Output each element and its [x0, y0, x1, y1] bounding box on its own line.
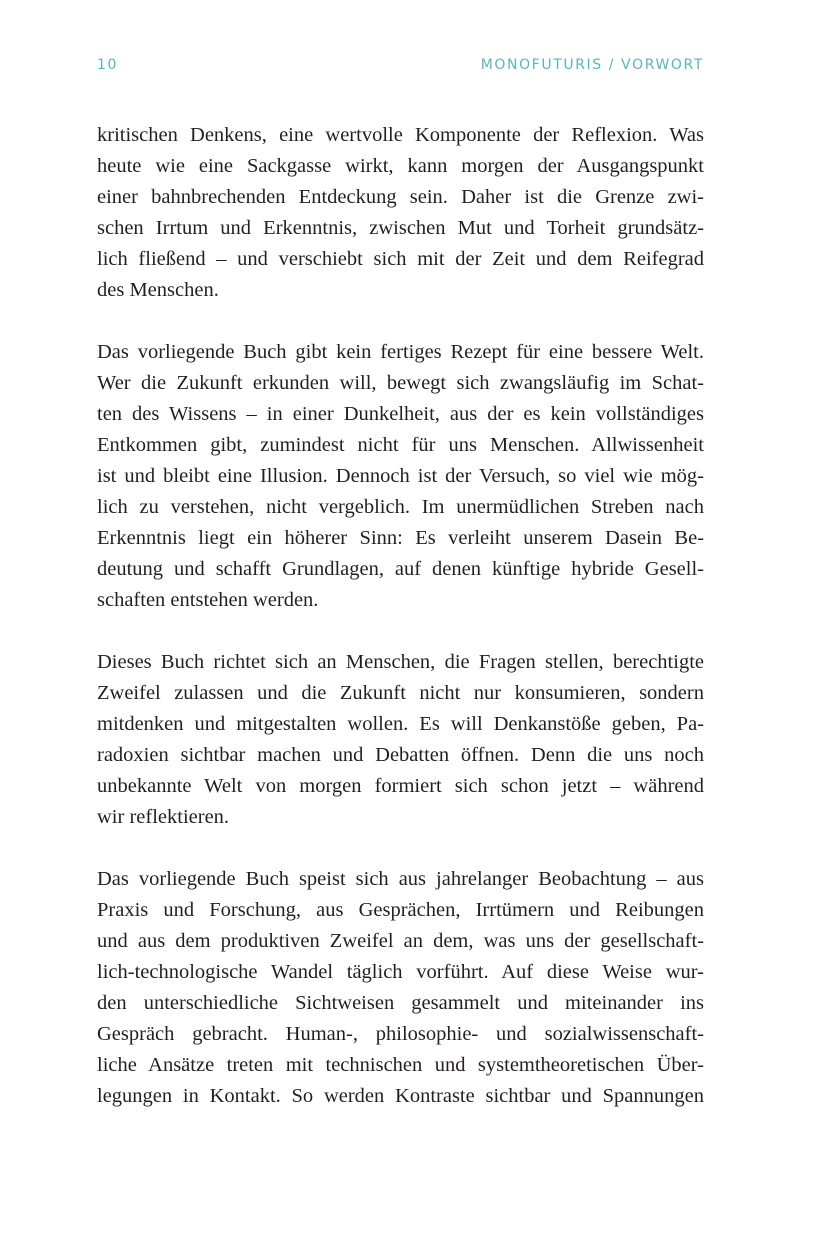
- text-line: lich-technologische Wandel täglich vorführt. Auf diese Weise wur-: [97, 961, 704, 983]
- paragraph: [97, 647, 704, 833]
- paragraph: [97, 120, 704, 306]
- running-title: MONOFUTURIS / VORWORT: [480, 57, 704, 73]
- text-line: und aus dem produktiven Zweifel an dem, was uns der gesellschaft-: [97, 930, 704, 952]
- text-line: heute wie eine Sackgasse wirkt, kann morgen der Ausgangspunkt: [97, 155, 704, 177]
- page-number: 10: [97, 57, 119, 73]
- paragraph: [97, 864, 704, 1112]
- text-line: schen Irrtum und Erkenntnis, zwischen Mut und Torheit grundsätz-: [97, 217, 704, 239]
- text-line: Das vorliegende Buch gibt kein fertiges Rezept für eine bessere Welt.: [97, 341, 704, 363]
- running-header: [97, 57, 704, 77]
- text-line: ist und bleibt eine Illusion. Dennoch ist der Versuch, so viel wie mög-: [97, 465, 704, 487]
- text-line: des Menschen.: [97, 279, 219, 301]
- text-line: einer bahnbrechenden Entdeckung sein. Daher ist die Grenze zwi-: [97, 186, 704, 208]
- text-line: Gespräch gebracht. Human-, philosophie- und sozialwissenschaft-: [97, 1023, 704, 1045]
- text-line: lich fließend – und verschiebt sich mit der Zeit und dem Reifegrad: [97, 248, 704, 270]
- text-line: den unterschiedliche Sichtweisen gesammelt und miteinander ins: [97, 992, 704, 1014]
- text-line: unbekannte Welt von morgen formiert sich schon jetzt – während: [97, 775, 704, 797]
- text-line: Das vorliegende Buch speist sich aus jahrelanger Beobachtung – aus: [97, 868, 704, 890]
- text-line: schaften entstehen werden.: [97, 589, 319, 611]
- body-text: [97, 120, 704, 1143]
- text-line: ten des Wissens – in einer Dunkelheit, aus der es kein vollständiges: [97, 403, 704, 425]
- text-line: kritischen Denkens, eine wertvolle Komponente der Reflexion. Was: [97, 124, 704, 146]
- text-line: Erkenntnis liegt ein höherer Sinn: Es verleiht unserem Dasein Be-: [97, 527, 704, 549]
- text-line: legungen in Kontakt. So werden Kontraste sichtbar und Spannungen: [97, 1085, 704, 1107]
- paragraph: [97, 337, 704, 616]
- text-line: liche Ansätze treten mit technischen und systemtheoretischen Über-: [97, 1054, 704, 1076]
- text-line: wir reflektieren.: [97, 806, 230, 828]
- text-line: Zweifel zulassen und die Zukunft nicht nur konsumieren, sondern: [97, 682, 704, 704]
- text-line: mitdenken und mitgestalten wollen. Es will Denkanstöße geben, Pa-: [97, 713, 704, 735]
- text-line: Entkommen gibt, zumindest nicht für uns Menschen. Allwissenheit: [97, 434, 704, 456]
- text-line: Wer die Zukunft erkunden will, bewegt sich zwangsläufig im Schat-: [97, 372, 704, 394]
- text-line: lich zu verstehen, nicht vergeblich. Im unermüdlichen Streben nach: [97, 496, 704, 518]
- text-line: radoxien sichtbar machen und Debatten öffnen. Denn die uns noch: [97, 744, 704, 766]
- text-line: Dieses Buch richtet sich an Menschen, die Fragen stellen, berechtigte: [97, 651, 704, 673]
- text-line: Praxis und Forschung, aus Gesprächen, Irrtümern und Reibungen: [97, 899, 704, 921]
- text-line: deutung und schafft Grundlagen, auf denen künftige hybride Gesell-: [97, 558, 704, 580]
